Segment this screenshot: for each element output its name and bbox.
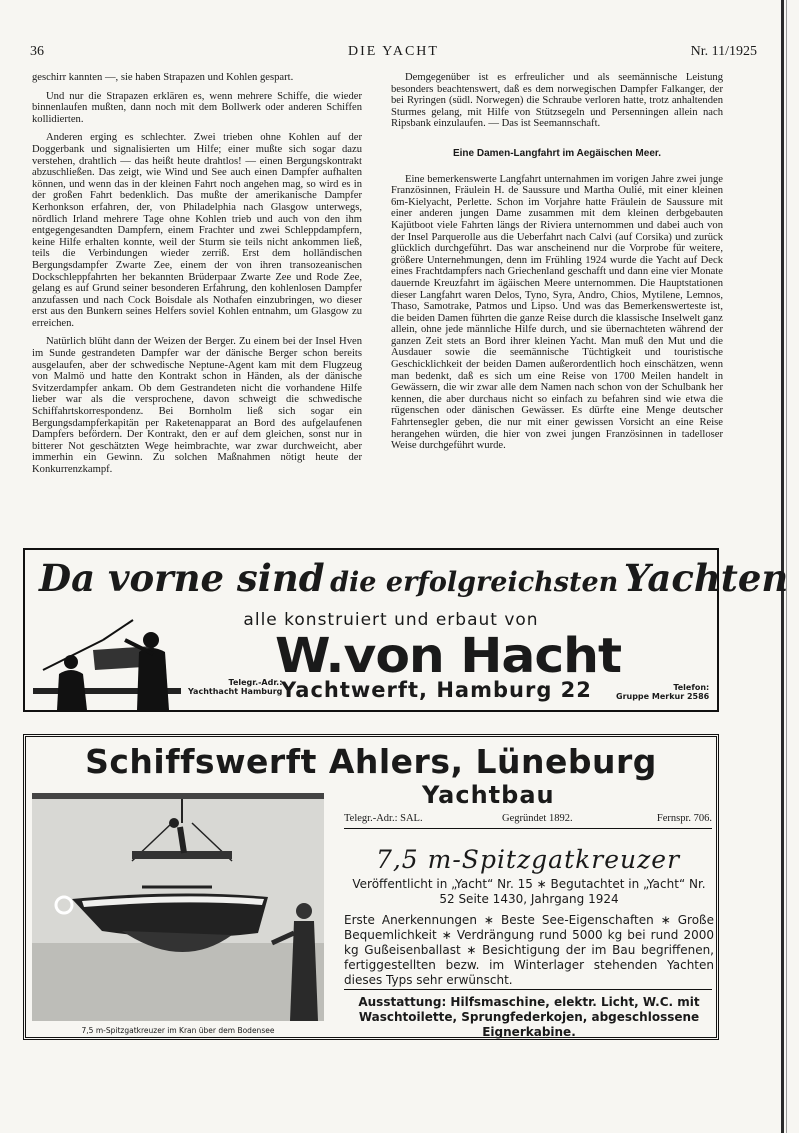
divider [344, 989, 712, 990]
shipyard-address: Yachtwerft, Hamburg 22 [281, 678, 592, 702]
ad-subline: alle konstruiert und erbaut von [243, 610, 539, 630]
paragraph: Anderen erging es schlechter. Zwei trieben ohne Kohlen auf der Doggerbank und signalisierten um Hilfe; einer mußte sich sogar dazu verstehen, drahtlich — das heißt heute drahtlos! — einen Bergungskontrakt abzuschließen. Das zeigt, wie Wind und See auch einen Dampfer aufhalten können, und wenn das in der kleinen Fahrt noch angehen mag, so wird es in der großen Fahrt bedenklich. Das mußte der amerikanische Dampfer Kerhonkson erfahren, der, von Philadelphia nach Glasgow unterwegs, nördlich Irland mehrere Tage ohne Kohlen trieb und auch von den ihm entgegengesandten Dampfern, einem Frachter und zwei Schleppdampfern, keine Hilfe erhalten konnte, weil der Sturm sie teils nicht ankommen ließ, teils die Verbindungen wieder zerriß. Erst dem holländischen Bergungsdampfer Zwarte Zee, einem der von ihren transozeanischen Dockschleppfahrten her bekannten Brüderpaar Zwarte Zee und Rode Zee, gelang es auf Grund seiner besonderen Erfahrung, den kohlenlosen Dampfer anzufassen und nach Cock Boisdale als Nothafen einzubringen, wo dieser erst aus den Bunkern seines Helfers soviel Kohlen entnahm, um Glasgow zu erreichen. [32, 132, 362, 329]
paragraph: Eine bemerkenswerte Langfahrt unternahmen im vorigen Jahre zwei junge Französinnen, Fräulein H. de Saussure und Martha Oulié, mit einer kleinen 6m-Kielyacht, Perlette. Schon im Vorjahre hatte Fräulein de Saussure mit einer anderen jungen Dame zusammen mit dem kleinen derbgebauten Kajütboot viele Fahrten längs der Riviera unternommen und dabei auch von der Insel Parquerolle aus die Ueberfahrt nach Calvi (auf Corsika) und zurück glücklich durchgeführt. Das war anscheinend nur die Vorprobe für weitere, größere Unternehmungen, denn im Frühling 1924 wurde die Yacht auf Deck eines Frachtdampfers nach Griechenland geschafft und dann eine vier Monate dauernde Kreuzfahrt im ägäischen Meere unternommen. Die Hauptstationen dieser Langfahrt waren Delos, Tyno, Syra, Andro, Chios, Mytilene, Lemnos, Thaso, Samotrake, Patmos und Lipso. Und was das Bemerkenswerteste ist, die beiden Damen führten die ganze Reise durch die klassische Inselwelt ganz allein, ohne jede männliche Hilfe durch, und sie übernachteten während der ganzen Zeit stets an Bord ihrer kleinen Yacht. Man muß den Mut und die Ausdauer sowie die seemännische Tüchtigkeit und touristische Geschicklichkeit der beiden Damen außerordentlich hoch einschätzen, wenn man bedenkt, daß es sich um eine Reise von 1700 Meilen handelt in Gewässern, die wir zwar alle dem Namen nach schon von der Schulbank her kennen, die aber durchaus nicht so einfach zu befahren sind wie etwa die rügenschen oder dänischen Gewässer. Es dürfte eine Menge deutscher Fahrtensegler geben, die nur mit einer gewissen Vorsicht an eine Reise herangehen würden, die hier von zwei jungen Französinnen in tadelloser Weise durchgeführt wurde. [391, 173, 723, 452]
paragraph: Und nur die Strapazen erklären es, wenn mehrere Schiffe, die wieder binnenlaufen mußten, dann noch mit dem Bollwerk oder anderen Schiffen kollidierten. [32, 90, 362, 125]
ad-body [344, 877, 714, 988]
photo-caption: 7,5 m-Spitzgatkreuzer im Kran über dem Bodensee [81, 1026, 275, 1035]
publication-note: Veröffentlicht in „Yacht“ Nr. 15 ∗ Begutachtet in „Yacht“ Nr. 52 Seite 1430, Jahrgang 1924 [352, 877, 706, 906]
journal-title: DIE YACHT [348, 44, 439, 59]
advertisement-von-hacht [23, 548, 789, 712]
features-text: Erste Anerkennungen ∗ Beste See-Eigenschaften ∗ Große Bequemlichkeit ∗ Verdrängung rund 5000 kg bei rund 2000 kg Gußeisenballast ∗ Besichtigung der im Bau begriffenen, fertiggestellten bezw. im Winterlager stehenden Yachten dieses Typs sehr erwünscht. [344, 913, 714, 987]
yacht-photo [32, 793, 324, 1021]
right-column [391, 72, 723, 452]
model-heading: 7,5 m-Spitzgatkreuzer [375, 845, 681, 874]
paragraph: Demgegenüber ist es erfreulicher und als seemännische Leistung besonders beachtenswert, daß es dem norwegischen Dampfer Falkanger, der bei Ryringen (südl. Norwegen) die Schraube verloren hatte, trotz anhaltenden Sturmes gelang, mit Hilfe von Stützsegeln und Persenningen allein nach Ripsbank einzulaufen. — Das ist Seemannschaft. [391, 72, 723, 130]
issue-number: Nr. 11/1925 [690, 44, 757, 59]
ad-title: Schiffswerft Ahlers, Lüneburg [85, 742, 657, 781]
paragraph: Natürlich blüht dann der Weizen der Berger. Zu einem bei der Insel Hven im Sunde gestrandeten Dampfer war der dänische Berger schon bereits ausgelaufen, aber der schwedische Neptune-Agent kam mit dem Flugzeug von Malmö und hatte den Kontrakt schon in Händen, als der dänische Svitzerdampfer ankam. Ob dem Gestrandeten nicht die vorhandene Hilfe lieber war als die versprochene, davon schweigt die schwedische Schiffahrtskorrespondenz. Bei Bornholm ließ sich sogar ein Bergungsdampferkapitän per Raketenapparat an Bord des aufgelaufenen Dampfers befördern. Der Kontrakt, den er auf dem gleichen, sonst nur in bitterer Not geschätzten Wege heimbrachte, war zwar durchweicht, aber immerhin ein Gewinn. Zu solchen Maßnahmen nötigt heute der Konkurrenzkampf. [32, 336, 362, 475]
page-header [30, 44, 757, 64]
ad-headline: Da vorne sind die erfolgreichsten Yachten [39, 556, 789, 600]
yacht-in-crane-image [32, 793, 324, 1021]
telephone: Telefon: Gruppe Merkur 2586 [616, 683, 710, 701]
equipment-text: Ausstattung: Hilfsmaschine, elektr. Licht, W.C. mit Waschtoilette, Sprungfederkojen, abgeschlossene Eignerkabine. [358, 995, 700, 1039]
left-column [32, 72, 362, 476]
advertisement-ahlers [23, 734, 719, 1040]
page-number: 36 [30, 44, 44, 59]
sailors-illustration [33, 610, 181, 710]
telegram-address: Telegr.-Adr.: Yachthacht Hamburg [188, 678, 283, 696]
ad-subtitle: Yachtbau [422, 781, 555, 809]
article-heading: Eine Damen-Langfahrt im Aegäischen Meer. [452, 147, 662, 159]
brand-name: W.von Hacht [275, 628, 622, 684]
contact-line: Telegr.-Adr.: SAL. Gegründet 1892. Fernspr. 706. [344, 813, 712, 829]
paragraph: geschirr kannten —, sie haben Strapazen und Kohlen gespart. [32, 72, 294, 83]
